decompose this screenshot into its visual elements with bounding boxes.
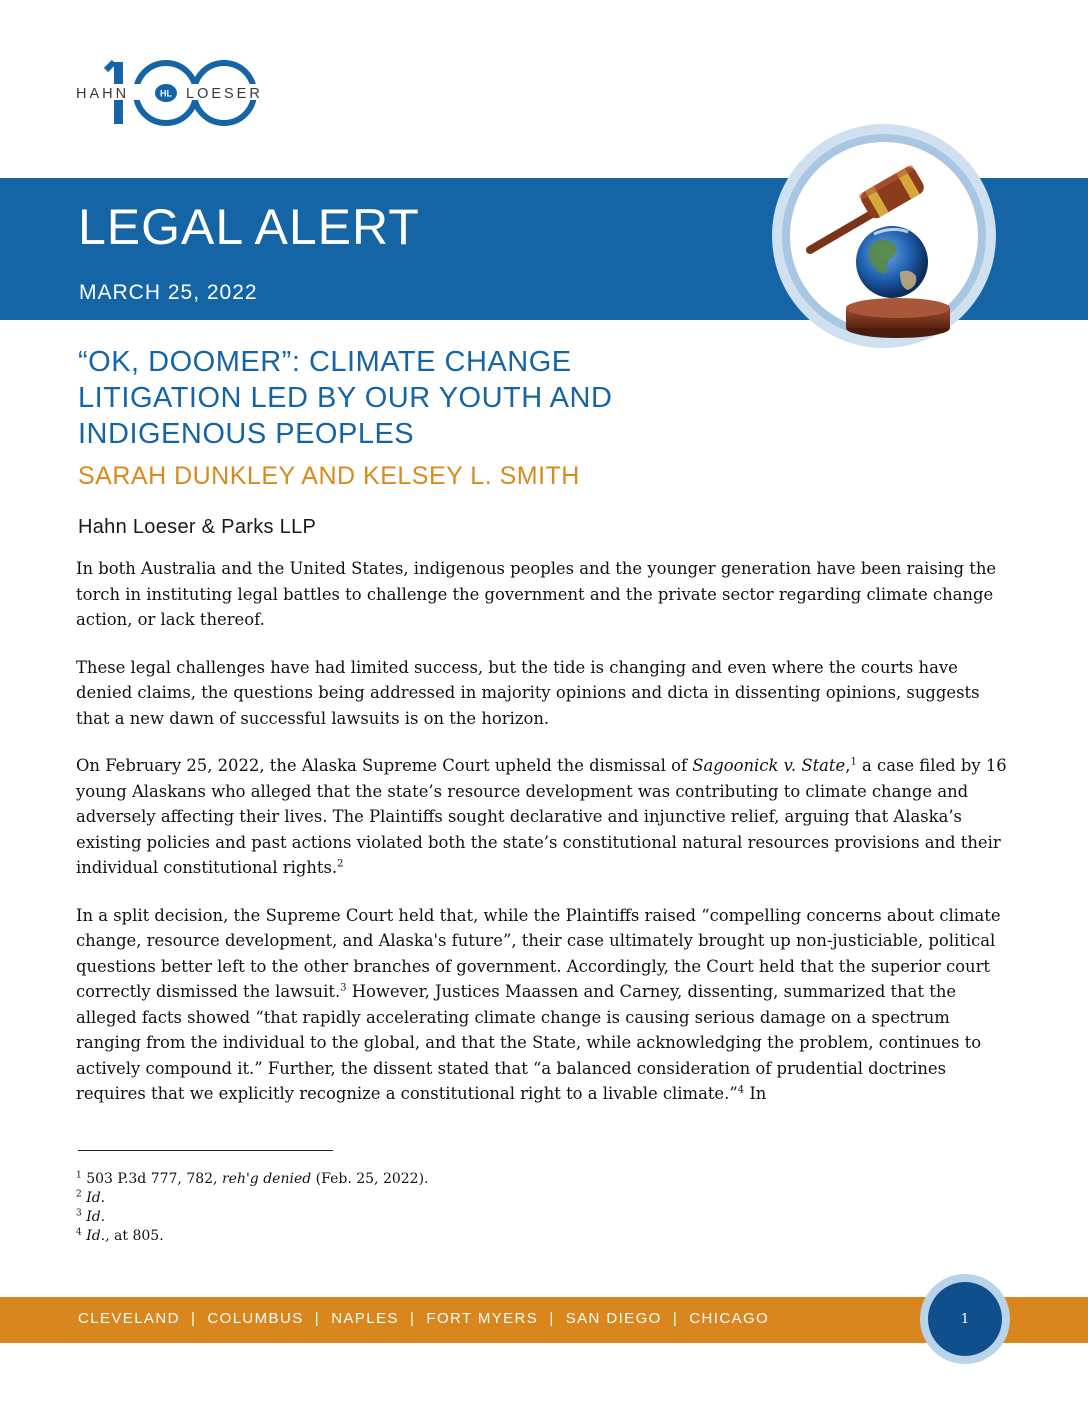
footnote-ref-3[interactable]: 3 [340,982,347,994]
case-name: Sagoonick v. State [692,756,846,775]
text-run: However, Justices Maassen and Carney, dissenting, summarized that the alleged facts showed “that rapidly accelerating climate change is causing serious damage on a spectrum ranging from the individual to the global, and that the State, while acknowledging the problem, continues to actively compound it.” Further, the dissent stated that “a balanced consideration of prudential doctrines requires that we explicitly recognize a constitutional right to a livable climate.” [76,982,982,1103]
footnote-item [76,1227,676,1246]
text-run: In a split decision, the Supreme Court held that, while the Plaintiffs raised “compelling concerns about climate change, resource development, and Alaska's future”, their case ultimately brought up non-justiciable, political questions better left to the other branches of government. Accordingly, the Court held that the superior court correctly dismissed the lawsuit. [76,905,1001,1001]
footnote-item [76,1208,676,1227]
office-locations [78,1310,769,1327]
paragraph-4 [76,903,1016,1107]
document-type-title: LEGAL ALERT [78,199,420,255]
article-body [76,556,1016,1129]
gavel-globe-medallion [770,122,998,350]
article-title [78,344,758,452]
text-run: In [744,1084,767,1103]
text-run: 503 P.3d 777, 782, [86,1171,222,1187]
footnote-number: 3 [76,1208,82,1219]
footnote-number: 4 [76,1227,82,1238]
monogram-text: HL [160,88,172,99]
gavel-globe-image [770,122,998,350]
footnote-number: 1 [76,1170,82,1181]
city-columbus: COLUMBUS [207,1310,304,1327]
article-authors: SARAH DUNKLEY AND KELSEY L. SMITH [78,462,580,490]
logo-right-word: LOESER [186,86,263,102]
footnote-number: 2 [76,1189,82,1200]
article-title-line: LITIGATION LED BY OUR YOUTH AND [78,382,613,414]
firm-logo [74,58,314,143]
separator: | [314,1310,321,1327]
footnote-divider [78,1150,333,1151]
text-run: Id. [86,1209,106,1225]
text-run: a case filed by 16 young Alaskans who alleged that the state’s resource development was contributing to climate change and adversely affecting their lives. The Plaintiffs sought declarative and injunctive relief, arguing that Alaska’s existing policies and past actions violated both the state’s constitutional natural resources provisions and their individual constitutional rights. [76,756,1007,877]
text-run: reh'g denied [221,1171,312,1187]
paragraph-1: In both Australia and the United States, indigenous peoples and the younger generation have been raising the torch in instituting legal battles to challenge the government and the private sector regarding climate change action, or lack thereof. [76,559,997,629]
text-run: Id. [86,1190,106,1206]
text-run: On February 25, 2022, the Alaska Supreme Court upheld the dismissal of [76,756,693,775]
text-run: Id., [86,1228,110,1244]
footnote-item [76,1189,676,1208]
hahn-loeser-100-logo [74,58,314,128]
city-naples: NAPLES [331,1310,399,1327]
logo-left-word: HAHN [76,86,130,102]
article-title-line: INDIGENOUS PEOPLES [78,418,415,450]
separator: | [409,1310,416,1327]
city-fort-myers: FORT MYERS [426,1310,539,1327]
footnotes [76,1170,676,1246]
firm-name: Hahn Loeser & Parks LLP [78,516,317,538]
city-cleveland: CLEVELAND [78,1310,180,1327]
separator: | [549,1310,555,1327]
page-number: 1 [928,1282,1002,1356]
text-run: at 805. [109,1228,164,1244]
city-chicago: CHICAGO [689,1310,770,1327]
text-run: (Feb. 25, 2022). [311,1171,429,1187]
separator: | [672,1310,679,1327]
paragraph-3: On February 25, 2022, the Alaska Supreme Court upheld the dismissal of Sagoonick v. State,$^1$ a case filed by 16 young Alaskans who alleged that the state’s resource development was contributing to climate change and adversely affecting their lives. The Plaintiffs sought declarative and injunctive relief, arguing that Alaska’s existing policies and past actions violated both the state’s constitutional natural resources provisions and their individual constitutional rights.$^2$ [76,756,1007,877]
publication-date: MARCH 25, 2022 [79,281,258,304]
footnote-ref-1[interactable]: 1 [850,756,857,768]
footnote-ref-2[interactable]: 2 [337,858,344,870]
footnote-item [76,1170,676,1189]
paragraph-2: These legal challenges have had limited success, but the tide is changing and even where the courts have denied claims, the questions being addressed in majority opinions and dicta in dissenting opinions, suggests that a new dawn of successful lawsuits is on the horizon. [76,657,980,728]
footnote-ref-4[interactable]: 4 [737,1084,745,1096]
city-san-diego: SAN DIEGO [565,1310,662,1327]
article-title-line: “OK, DOOMER”: CLIMATE CHANGE [78,346,572,378]
separator: | [190,1310,197,1327]
